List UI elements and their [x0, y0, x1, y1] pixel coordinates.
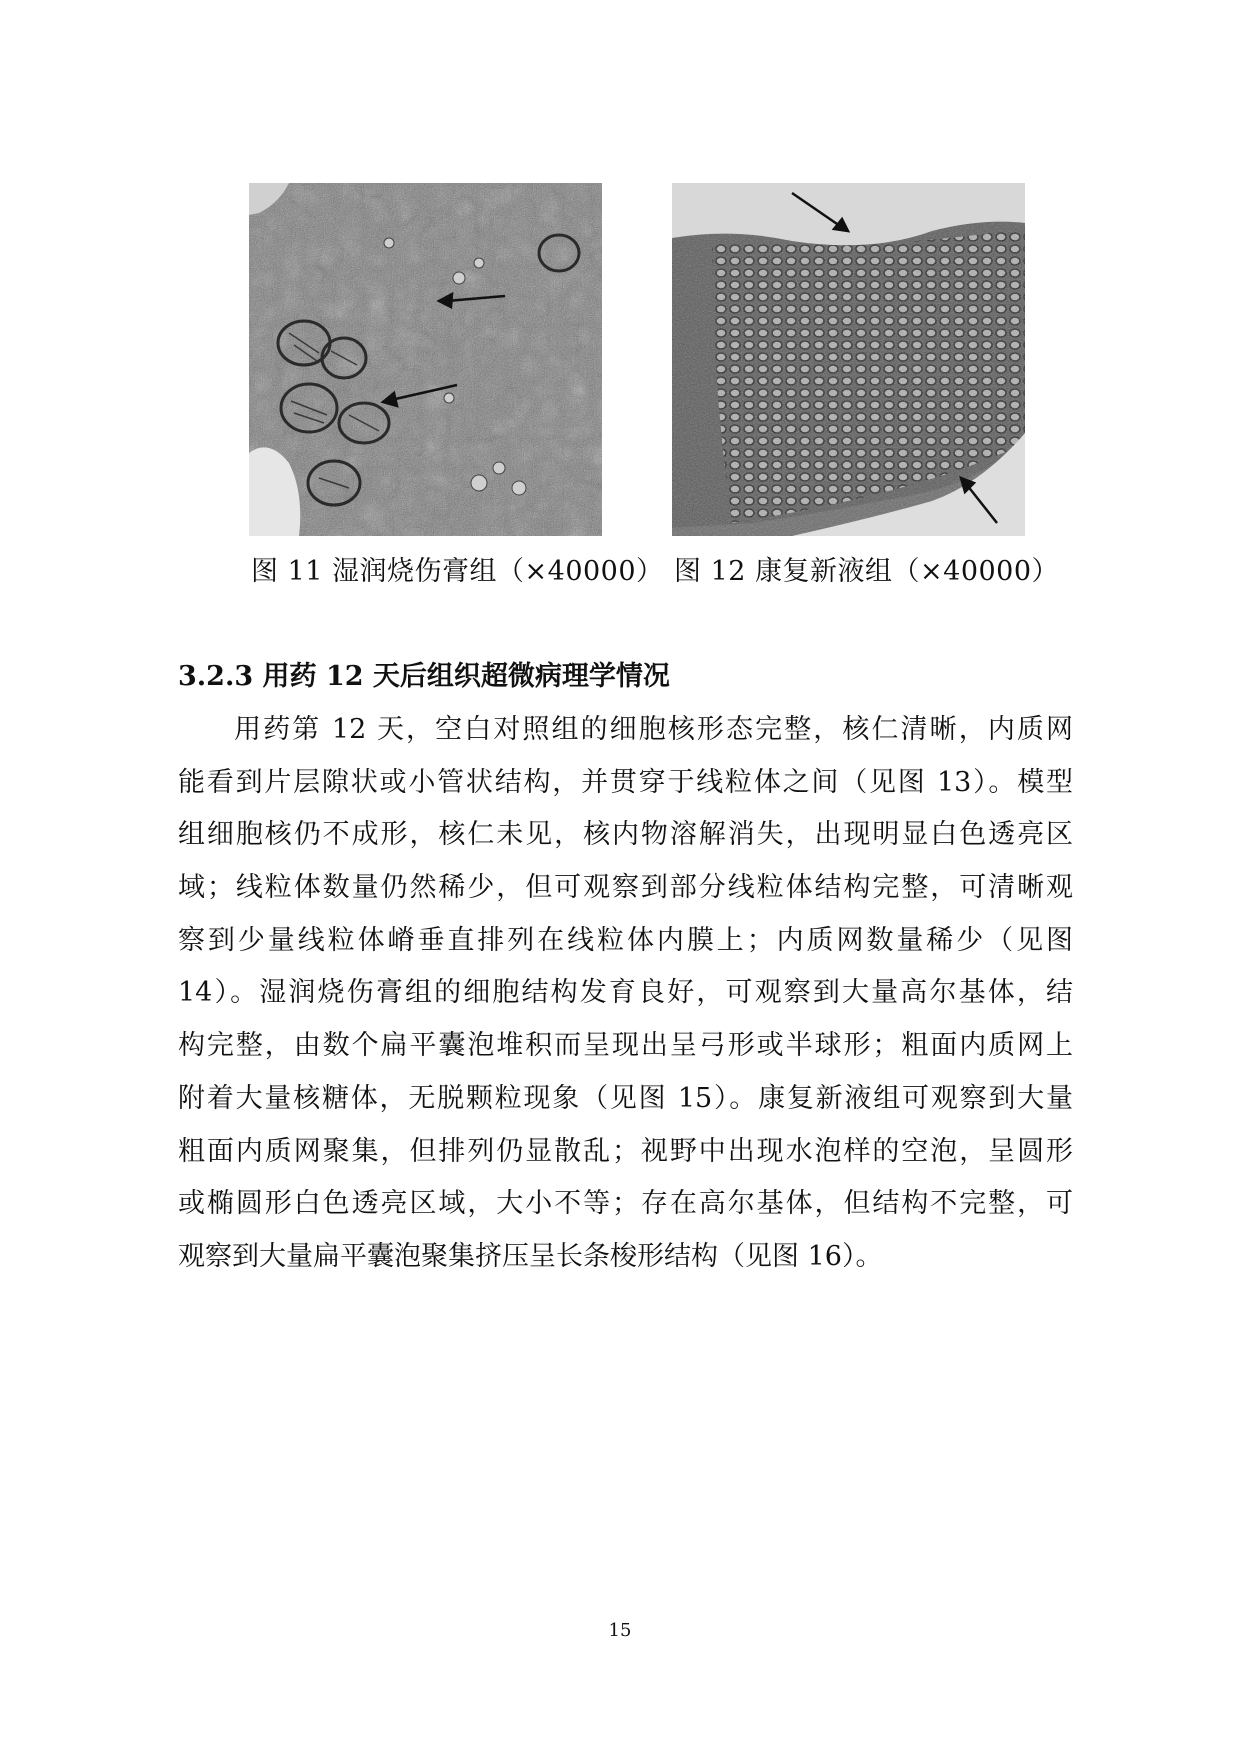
body-line: 察到少量线粒体嵴垂直排列在线粒体内膜上；内质网数量稀少（见图	[178, 924, 1073, 956]
body-line: 能看到片层隙状或小管状结构，并贯穿于线粒体之间（见图 13）。模型	[178, 766, 1073, 798]
micrograph-reticulum-icon	[672, 183, 1025, 536]
page-number: 15	[608, 1620, 632, 1641]
section-body	[178, 704, 1073, 1284]
section-heading: 3.2.3 用药 12 天后组织超微病理学情况	[178, 661, 670, 692]
body-line: 构完整，由数个扁平囊泡堆积而呈现出呈弓形或半球形；粗面内质网上	[178, 1030, 1073, 1062]
figure-12-caption: 图 12 康复新液组（×40000）	[674, 556, 1060, 587]
figure-12-micrograph	[672, 183, 1025, 536]
body-line: 14）。湿润烧伤膏组的细胞结构发育良好，可观察到大量高尔基体，结	[178, 977, 1073, 1009]
body-line: 粗面内质网聚集，但排列仍显散乱；视野中出现水泡样的空泡，呈圆形	[178, 1135, 1073, 1167]
body-line: 用药第 12 天，空白对照组的细胞核形态完整，核仁清晰，内质网	[234, 714, 1073, 745]
figure-11-micrograph	[249, 183, 602, 536]
body-line: 或椭圆形白色透亮区域，大小不等；存在高尔基体，但结构不完整，可	[178, 1188, 1073, 1220]
figure-11-caption: 图 11 湿润烧伤膏组（×40000）	[251, 556, 664, 587]
body-line: 域；线粒体数量仍然稀少，但可观察到部分线粒体结构完整，可清晰观	[178, 872, 1073, 904]
micrograph-mitochondria-icon	[249, 183, 602, 536]
body-line: 组细胞核仍不成形，核仁未见，核内物溶解消失，出现明显白色透亮区	[178, 819, 1073, 851]
body-line: 观察到大量扁平囊泡聚集挤压呈长条梭形结构（见图 16）。	[178, 1240, 883, 1272]
body-line: 附着大量核糖体，无脱颗粒现象（见图 15）。康复新液组可观察到大量	[178, 1082, 1073, 1114]
